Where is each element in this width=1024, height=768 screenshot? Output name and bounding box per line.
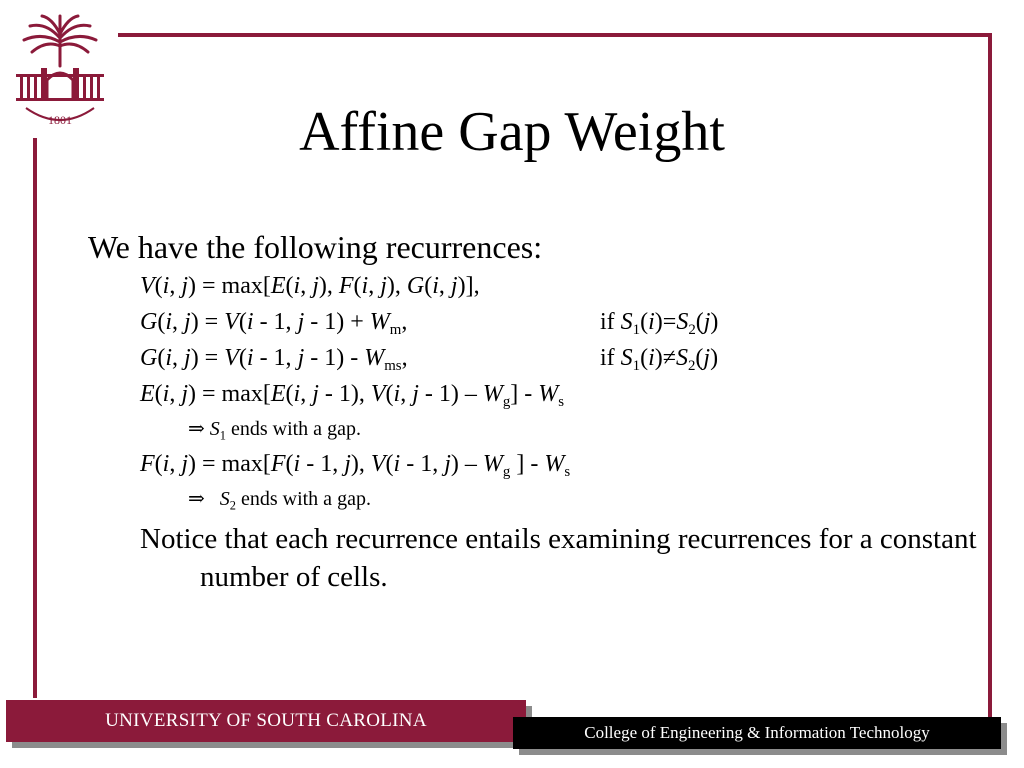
recurrence-e: E(i, j) = max[E(i, j - 1), V(i, j - $1) - W_g] - W_s$ — [140, 381, 565, 411]
intro-text: We have the following recurrences: — [88, 229, 543, 265]
recurrence-g-mismatch: G(i, j) = V(i - 1, j - $1) - W_{ms}$, if $S_1(i)\ne S_2(j)$ — [140, 345, 719, 375]
slide-content — [88, 226, 988, 596]
slide-title: Affine Gap Weight — [299, 101, 725, 163]
notice-text: Notice that each recurrence entails examining recurrences for a constant number of cells. — [140, 523, 977, 593]
frame-top-line — [118, 33, 992, 37]
footer-university: UNIVERSITY OF SOUTH CAROLINA — [6, 700, 526, 742]
footer-college: College of Engineering & Information Technology — [513, 717, 1001, 749]
recurrence-f: F(i, j) = max[F(i - 1, j), V(i - 1, $j) - W_g$ ] - $W_s$ — [140, 451, 571, 481]
note-s2-gap: ⇒ $S_2$ ends with a gap. — [188, 488, 371, 513]
logo-year: 1801 — [48, 113, 72, 127]
recurrence-v: V(i, j) = max[E(i, j), F(i, j), G(i, j)], — [140, 273, 480, 299]
frame-left-line — [33, 138, 37, 698]
recurrence-g-match: G(i, j) = V(i - 1, $j - 1) + W_m$, if $S_1(i)=S_2(j)$ — [140, 309, 719, 339]
note-s1-gap: ⇒ $S_1$ ends with a gap. — [188, 418, 361, 443]
